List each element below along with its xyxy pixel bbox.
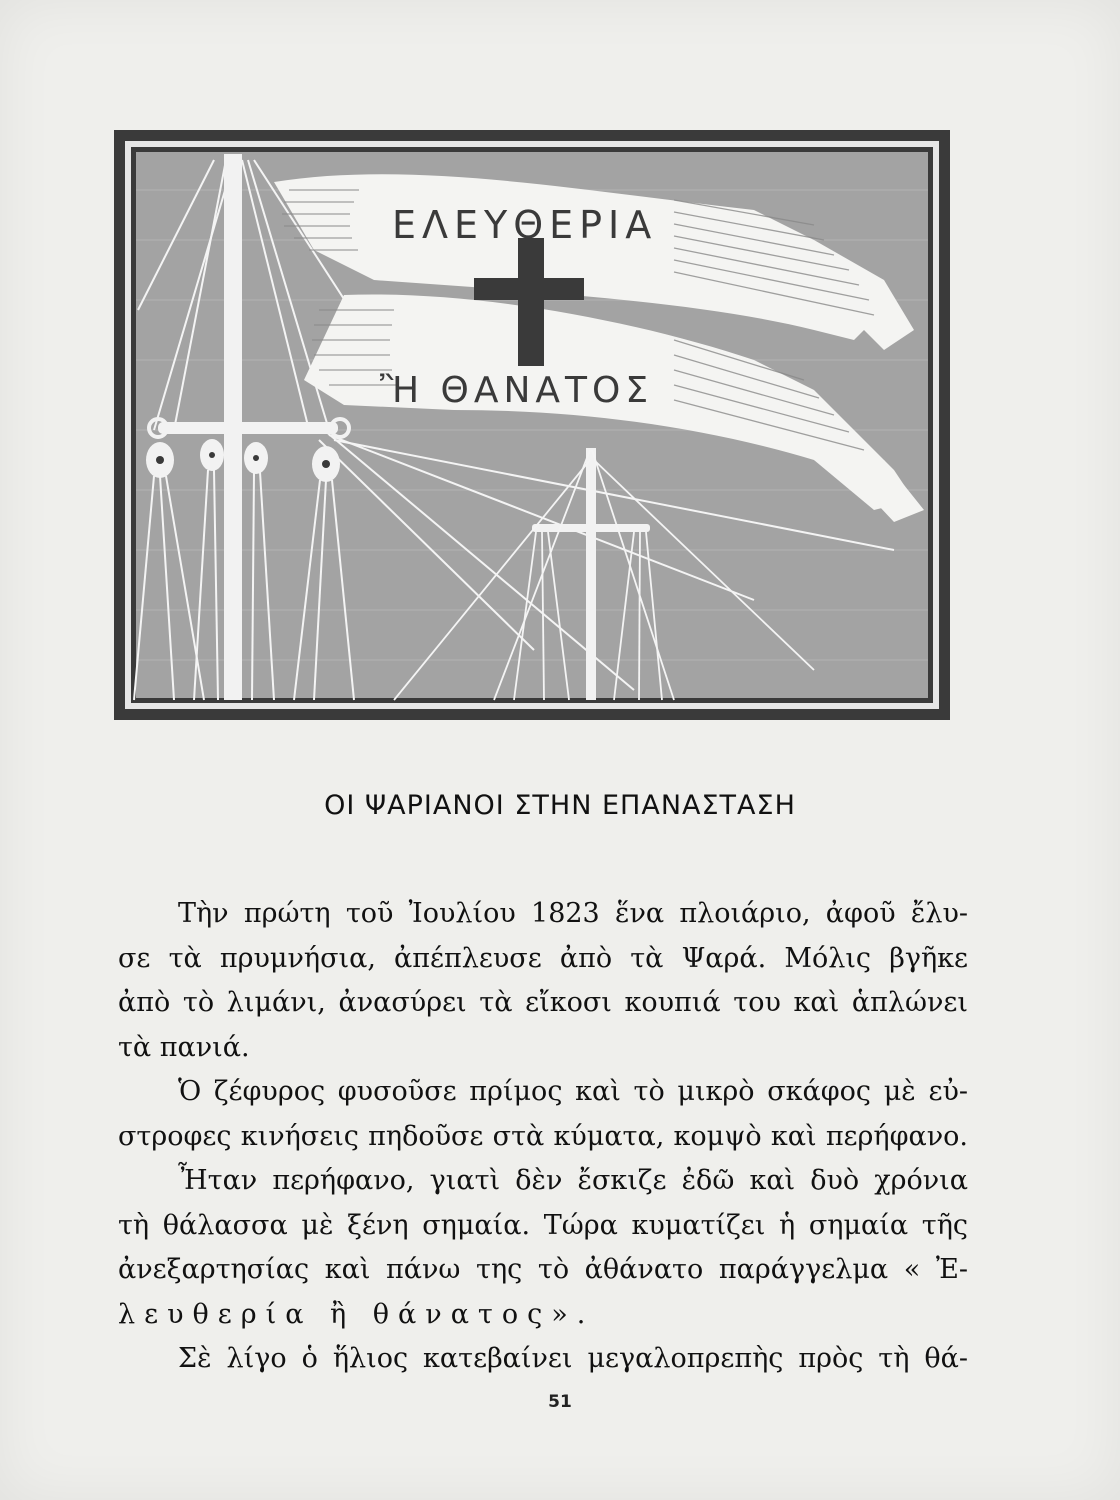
banner-bottom-text: Ἢ ΘΑΝΑΤΟΣ — [380, 370, 654, 411]
text-line: Ἦταν περήφανο, γιατὶ δὲν ἔσκιζε ἐδῶ καὶ δυὸ χρόνια — [178, 1165, 968, 1196]
text-line: τὰ πανιά. — [118, 1031, 250, 1063]
text-line: λευθερία ἢ θάνατος». — [118, 1298, 595, 1330]
page-number: 51 — [548, 1392, 572, 1412]
text-line: τὴ θάλασσα μὲ ξένη σημαία. Τώρα κυματίζει ἡ σημαία τῆς — [118, 1209, 968, 1241]
chapter-title: ΟΙ ΨΑΡΙΑΝΟΙ ΣΤΗΝ ΕΠΑΝΑΣΤΑΣΗ — [324, 790, 796, 821]
text-line: ἀνεξαρτησίας καὶ πάνω της τὸ ἀθάνατο παράγγελμα « Ἐ- — [118, 1254, 968, 1285]
text-line: Σὲ λίγο ὁ ἥλιος κατεβαίνει μεγαλοπρεπὴς πρὸς τὴ θά- — [178, 1343, 968, 1374]
body-text — [118, 892, 968, 1382]
text-line: Τὴν πρώτη τοῦ Ἰουλίου 1823 ἕνα πλοιάριο, ἀφοῦ ἔλυ- — [178, 898, 968, 929]
ship-flag-woodcut — [114, 130, 950, 720]
text-line: σε τὰ πρυμνήσια, ἀπέπλευσε ἀπὸ τὰ Ψαρά. Μόλις βγῆκε — [118, 942, 968, 974]
text-line: ἀπὸ τὸ λιμάνι, ἀνασύρει τὰ εἴκοσι κουπιά του καὶ ἁπλώνει — [118, 987, 968, 1018]
flag-illustration — [114, 130, 950, 720]
text-line: Ὁ ζέφυρος φυσοῦσε πρίμος καὶ τὸ μικρὸ σκάφος μὲ εὐ- — [178, 1076, 968, 1107]
banner-top-text: ΕΛΕΥΘΕΡΙΑ — [392, 203, 658, 247]
text-line: στροφες κινήσεις πηδοῦσε στὰ κύματα, κομψὸ καὶ περήφανο. — [118, 1120, 968, 1152]
